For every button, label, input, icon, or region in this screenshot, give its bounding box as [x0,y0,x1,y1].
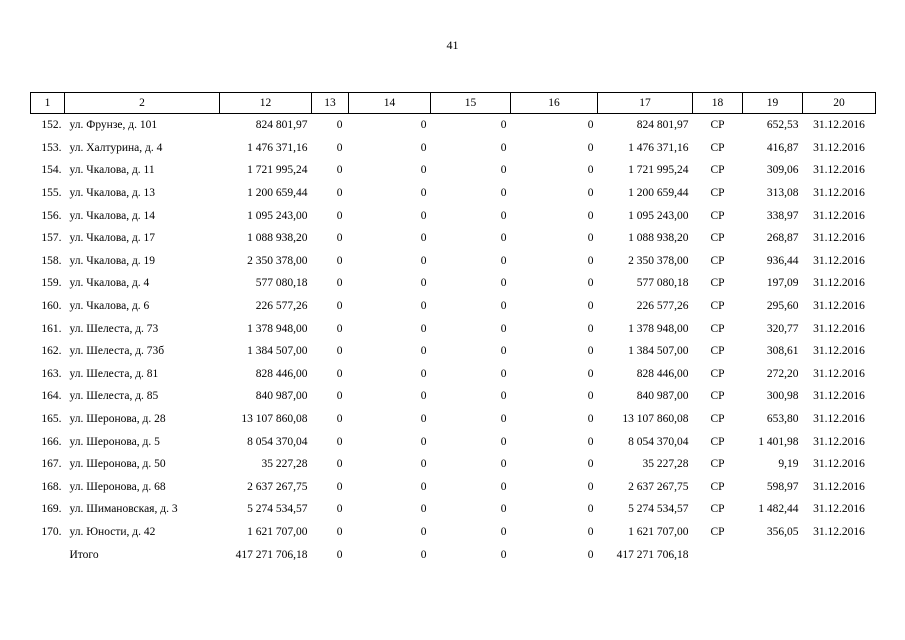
code-col-18-cell: СР [710,300,725,313]
table-row [31,204,876,227]
value-col-19-cell: 308,61 [766,345,799,358]
value-col-15-cell: 0 [500,548,507,561]
address-cell: ул. Шелеста, д. 81 [69,367,159,380]
value-col-16-cell: 0 [587,503,594,516]
amount-col-12-cell: 1 200 659,44 [247,187,308,200]
date-col-20-cell: 31.12.2016 [813,367,865,380]
amount-col-17-cell: 2 637 267,75 [628,480,689,493]
row-number-cell: 154. [41,164,62,177]
date-col-20-cell: 31.12.2016 [813,141,865,154]
code-col-18-cell: СР [710,254,725,267]
row-number-cell: 162. [41,345,62,358]
date-col-20-cell: 31.12.2016 [813,525,865,538]
address-cell: ул. Халтурина, д. 4 [69,141,163,154]
value-col-14-cell: 0 [420,390,427,403]
value-col-19-cell: 653,80 [766,413,799,426]
address-cell: ул. Чкалова, д. 17 [69,232,156,245]
column-header: 18 [693,93,743,114]
column-header: 19 [743,93,803,114]
date-col-20-cell: 31.12.2016 [813,119,865,132]
value-col-19-cell: 598,97 [766,480,799,493]
table-row [31,340,876,363]
amount-col-17-cell: 13 107 860,08 [622,413,689,426]
address-cell: ул. Чкалова, д. 19 [69,254,156,267]
amount-col-12-cell: 828 446,00 [255,367,308,380]
table-row [31,385,876,408]
row-number-cell: 158. [41,254,62,267]
code-col-18-cell: СР [710,413,725,426]
column-header: 12 [220,93,312,114]
address-cell: ул. Шеронова, д. 5 [69,435,160,448]
value-col-19-cell: 300,98 [766,390,799,403]
address-cell: ул. Чкалова, д. 11 [69,164,155,177]
amount-col-12-cell: 840 987,00 [255,390,308,403]
value-col-15-cell: 0 [500,277,507,290]
data-table [30,92,876,566]
amount-col-12-cell: 2 637 267,75 [247,480,308,493]
amount-col-17-cell: 1 095 243,00 [628,209,689,222]
value-col-15-cell: 0 [500,413,507,426]
value-col-14-cell: 0 [420,435,427,448]
date-col-20-cell: 31.12.2016 [813,435,865,448]
value-col-13-cell: 0 [336,525,343,538]
column-header: 20 [803,93,876,114]
value-col-16-cell: 0 [587,254,594,267]
value-col-16-cell: 0 [587,119,594,132]
table-row [31,272,876,295]
amount-col-12-cell: 2 350 378,00 [247,254,308,267]
value-col-14-cell: 0 [420,277,427,290]
table-header-row [31,93,876,114]
value-col-15-cell: 0 [500,164,507,177]
value-col-16-cell: 0 [587,525,594,538]
value-col-19-cell: 313,08 [766,187,799,200]
row-number-cell: 156. [41,209,62,222]
address-cell: ул. Чкалова, д. 4 [69,277,150,290]
value-col-14-cell: 0 [420,322,427,335]
value-col-19-cell: 320,77 [766,322,799,335]
table-row [31,363,876,386]
value-col-16-cell: 0 [587,277,594,290]
value-col-13-cell: 0 [336,413,343,426]
amount-col-12-cell: 1 095 243,00 [247,209,308,222]
date-col-20-cell: 31.12.2016 [813,322,865,335]
address-cell: ул. Шелеста, д. 73б [69,345,165,358]
table-row [31,295,876,318]
value-col-15-cell: 0 [500,480,507,493]
value-col-16-cell: 0 [587,480,594,493]
date-col-20-cell: 31.12.2016 [813,187,865,200]
value-col-14-cell: 0 [420,525,427,538]
amount-col-12-cell: 1 088 938,20 [247,232,308,245]
code-col-18-cell: СР [710,187,725,200]
row-number-cell: 159. [41,277,62,290]
value-col-15-cell: 0 [500,141,507,154]
value-col-13-cell: 0 [336,277,343,290]
row-number-cell: 168. [41,480,62,493]
table-row [31,250,876,273]
table-row [31,453,876,476]
amount-col-17-cell: 1 384 507,00 [628,345,689,358]
code-col-18-cell: СР [710,164,725,177]
table-row [31,159,876,182]
value-col-13-cell: 0 [336,458,343,471]
amount-col-12-cell: 417 271 706,18 [235,548,308,561]
table-row [31,521,876,544]
value-col-19-cell: 309,06 [766,164,799,177]
amount-col-12-cell: 13 107 860,08 [241,413,308,426]
value-col-14-cell: 0 [420,345,427,358]
amount-col-12-cell: 1 476 371,16 [247,141,308,154]
value-col-14-cell: 0 [420,232,427,245]
amount-col-12-cell: 35 227,28 [261,458,308,471]
value-col-15-cell: 0 [500,322,507,335]
address-cell: ул. Шеронова, д. 68 [69,480,166,493]
value-col-13-cell: 0 [336,367,343,380]
row-number-cell: 163. [41,367,62,380]
value-col-15-cell: 0 [500,435,507,448]
column-header: 14 [349,93,431,114]
date-col-20-cell: 31.12.2016 [813,390,865,403]
value-col-19-cell: 272,20 [766,367,799,380]
code-col-18-cell: СР [710,480,725,493]
code-col-18-cell: СР [710,141,725,154]
value-col-14-cell: 0 [420,367,427,380]
value-col-15-cell: 0 [500,503,507,516]
value-col-13-cell: 0 [336,548,343,561]
value-col-15-cell: 0 [500,254,507,267]
table-row [31,227,876,250]
value-col-14-cell: 0 [420,458,427,471]
value-col-16-cell: 0 [587,413,594,426]
table-row [31,137,876,160]
date-col-20-cell: 31.12.2016 [813,480,865,493]
amount-col-17-cell: 35 227,28 [642,458,689,471]
column-header: 16 [511,93,598,114]
value-col-14-cell: 0 [420,413,427,426]
value-col-15-cell: 0 [500,187,507,200]
amount-col-17-cell: 8 054 370,04 [628,435,689,448]
value-col-13-cell: 0 [336,254,343,267]
amount-col-12-cell: 1 378 948,00 [247,322,308,335]
value-col-14-cell: 0 [420,141,427,154]
row-number-cell: 161. [41,322,62,335]
value-col-14-cell: 0 [420,254,427,267]
address-cell: ул. Чкалова, д. 6 [69,300,150,313]
amount-col-17-cell: 2 350 378,00 [628,254,689,267]
table-row [31,408,876,431]
value-col-13-cell: 0 [336,480,343,493]
code-col-18-cell: СР [710,367,725,380]
row-number-cell: 153. [41,141,62,154]
value-col-15-cell: 0 [500,390,507,403]
column-header: 17 [598,93,693,114]
amount-col-17-cell: 824 801,97 [636,119,689,132]
date-col-20-cell: 31.12.2016 [813,345,865,358]
code-col-18-cell: СР [710,345,725,358]
value-col-19-cell: 197,09 [766,277,799,290]
row-number-cell: 169. [41,503,62,516]
value-col-19-cell: 9,19 [778,458,799,471]
address-cell: ул. Шимановская, д. 3 [69,503,178,516]
value-col-19-cell: 936,44 [766,254,799,267]
value-col-13-cell: 0 [336,435,343,448]
date-col-20-cell: 31.12.2016 [813,300,865,313]
row-number-cell: 152. [41,119,62,132]
code-col-18-cell: СР [710,277,725,290]
value-col-16-cell: 0 [587,390,594,403]
amount-col-12-cell: 226 577,26 [255,300,308,313]
value-col-14-cell: 0 [420,119,427,132]
row-number-cell: 157. [41,232,62,245]
column-header: 15 [431,93,511,114]
value-col-16-cell: 0 [587,345,594,358]
address-cell: ул. Фрунзе, д. 101 [69,119,158,132]
value-col-15-cell: 0 [500,525,507,538]
value-col-19-cell [743,543,803,566]
table-row [31,182,876,205]
value-col-13-cell: 0 [336,232,343,245]
value-col-19-cell: 652,53 [766,119,799,132]
code-col-18-cell [693,543,743,566]
value-col-14-cell: 0 [420,164,427,177]
amount-col-12-cell: 1 384 507,00 [247,345,308,358]
value-col-19-cell: 268,87 [766,232,799,245]
row-number-cell: 167. [41,458,62,471]
value-col-19-cell: 1 482,44 [758,503,799,516]
value-col-16-cell: 0 [587,187,594,200]
value-col-16-cell: 0 [587,435,594,448]
code-col-18-cell: СР [710,322,725,335]
date-col-20-cell: 31.12.2016 [813,232,865,245]
value-col-13-cell: 0 [336,390,343,403]
row-number-cell: 166. [41,435,62,448]
code-col-18-cell: СР [710,458,725,471]
code-col-18-cell: СР [710,119,725,132]
address-cell: ул. Шелеста, д. 85 [69,390,159,403]
value-col-19-cell: 416,87 [766,141,799,154]
value-col-16-cell: 0 [587,164,594,177]
value-col-14-cell: 0 [420,209,427,222]
value-col-19-cell: 1 401,98 [758,435,799,448]
value-col-15-cell: 0 [500,345,507,358]
value-col-13-cell: 0 [336,119,343,132]
table-row [31,476,876,499]
value-col-14-cell: 0 [420,503,427,516]
amount-col-17-cell: 1 378 948,00 [628,322,689,335]
code-col-18-cell: СР [710,503,725,516]
value-col-16-cell: 0 [587,232,594,245]
address-cell: ул. Чкалова, д. 13 [69,187,156,200]
amount-col-12-cell: 577 080,18 [255,277,308,290]
amount-col-12-cell: 8 054 370,04 [247,435,308,448]
amount-col-17-cell: 5 274 534,57 [628,503,689,516]
value-col-14-cell: 0 [420,187,427,200]
row-number-cell: 155. [41,187,62,200]
value-col-14-cell: 0 [420,480,427,493]
code-col-18-cell: СР [710,390,725,403]
amount-col-12-cell: 824 801,97 [255,119,308,132]
code-col-18-cell: СР [710,525,725,538]
amount-col-17-cell: 1 476 371,16 [628,141,689,154]
amount-col-17-cell: 1 200 659,44 [628,187,689,200]
row-number-cell: 165. [41,413,62,426]
value-col-13-cell: 0 [336,322,343,335]
value-col-19-cell: 295,60 [766,300,799,313]
value-col-16-cell: 0 [587,141,594,154]
value-col-13-cell: 0 [336,300,343,313]
address-cell: ул. Юности, д. 42 [69,525,156,538]
value-col-15-cell: 0 [500,119,507,132]
amount-col-17-cell: 417 271 706,18 [616,548,689,561]
value-col-13-cell: 0 [336,187,343,200]
date-col-20-cell [803,543,876,566]
value-col-16-cell: 0 [587,548,594,561]
amount-col-17-cell: 1 721 995,24 [628,164,689,177]
row-number-cell [31,543,65,566]
date-col-20-cell: 31.12.2016 [813,503,865,516]
date-col-20-cell: 31.12.2016 [813,277,865,290]
code-col-18-cell: СР [710,232,725,245]
value-col-15-cell: 0 [500,367,507,380]
value-col-13-cell: 0 [336,141,343,154]
address-cell: ул. Шеронова, д. 50 [69,458,166,471]
row-number-cell: 170. [41,525,62,538]
column-header: 1 [31,93,65,114]
row-number-cell: 164. [41,390,62,403]
date-col-20-cell: 31.12.2016 [813,254,865,267]
column-header: 2 [65,93,220,114]
value-col-16-cell: 0 [587,367,594,380]
address-cell: ул. Чкалова, д. 14 [69,209,156,222]
table-row [31,114,876,137]
value-col-13-cell: 0 [336,209,343,222]
date-col-20-cell: 31.12.2016 [813,413,865,426]
date-col-20-cell: 31.12.2016 [813,164,865,177]
amount-col-12-cell: 1 721 995,24 [247,164,308,177]
amount-col-17-cell: 226 577,26 [636,300,689,313]
amount-col-12-cell: 5 274 534,57 [247,503,308,516]
table-body [31,114,876,566]
date-col-20-cell: 31.12.2016 [813,209,865,222]
amount-col-17-cell: 1 621 707,00 [628,525,689,538]
value-col-19-cell: 338,97 [766,209,799,222]
value-col-13-cell: 0 [336,345,343,358]
value-col-16-cell: 0 [587,300,594,313]
code-col-18-cell: СР [710,435,725,448]
value-col-14-cell: 0 [420,300,427,313]
row-number-cell: 160. [41,300,62,313]
value-col-15-cell: 0 [500,300,507,313]
column-header: 13 [312,93,349,114]
address-cell: ул. Шелеста, д. 73 [69,322,159,335]
table-row [31,430,876,453]
value-col-14-cell: 0 [420,548,427,561]
amount-col-17-cell: 828 446,00 [636,367,689,380]
total-row [31,543,876,566]
address-cell: Итого [69,548,99,561]
amount-col-17-cell: 577 080,18 [636,277,689,290]
table-row [31,498,876,521]
amount-col-17-cell: 1 088 938,20 [628,232,689,245]
table-row [31,317,876,340]
value-col-16-cell: 0 [587,458,594,471]
value-col-16-cell: 0 [587,322,594,335]
code-col-18-cell: СР [710,209,725,222]
value-col-15-cell: 0 [500,209,507,222]
page-number: 41 [446,38,459,52]
value-col-15-cell: 0 [500,232,507,245]
amount-col-12-cell: 1 621 707,00 [247,525,308,538]
address-cell: ул. Шеронова, д. 28 [69,413,166,426]
value-col-13-cell: 0 [336,164,343,177]
value-col-15-cell: 0 [500,458,507,471]
value-col-13-cell: 0 [336,503,343,516]
date-col-20-cell: 31.12.2016 [813,458,865,471]
value-col-19-cell: 356,05 [766,525,799,538]
amount-col-17-cell: 840 987,00 [636,390,689,403]
value-col-16-cell: 0 [587,209,594,222]
